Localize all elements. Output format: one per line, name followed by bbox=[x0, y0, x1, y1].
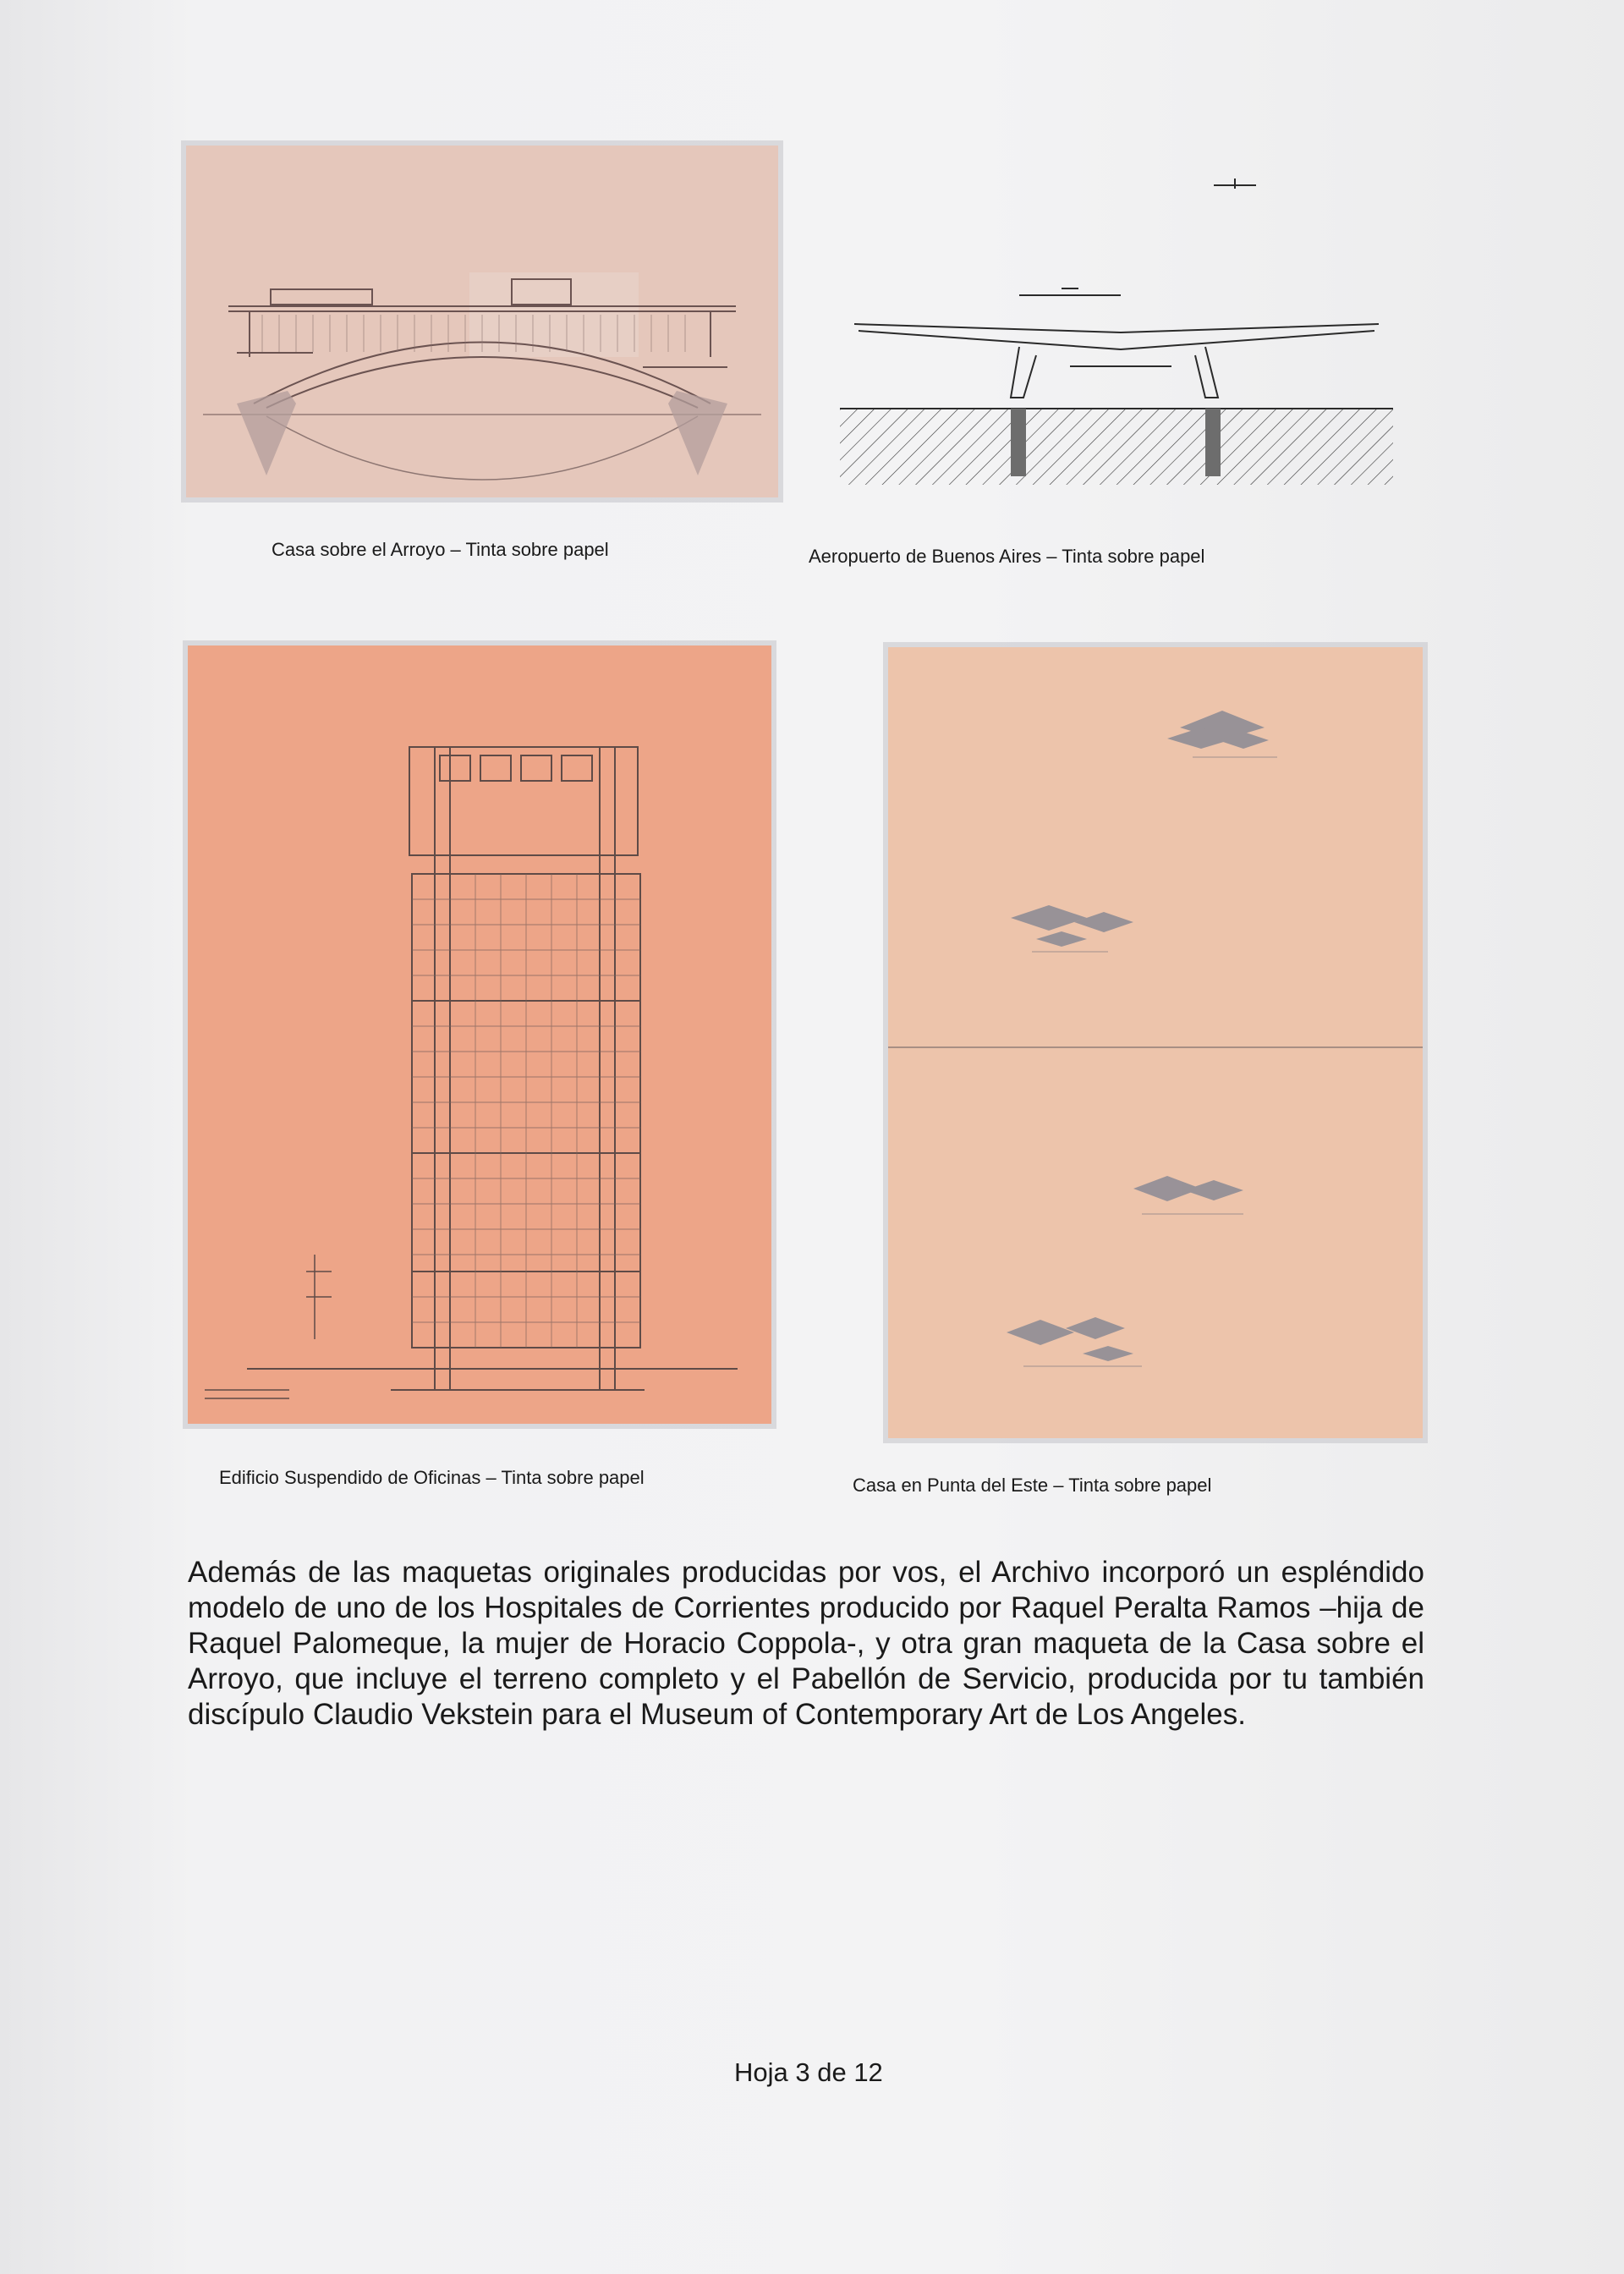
body-paragraph: Además de las maquetas originales producidas por vos, el Archivo incorporó un espléndido modelo de uno de los Hospitales de Corrientes producido por Raquel Peralta Ramos –hija de Raquel Palomeque, la mujer de Horacio Coppola-, y otra gran maqueta de la Casa sobre el Arroyo, que incluye el terreno completo y el Pabellón de Servicio, producida por tu también discípulo Claudio Vekstein para el Museum of Contemporary Art de Los Angeles. bbox=[188, 1556, 1424, 1731]
figure-aeropuerto-buenos-aires bbox=[833, 165, 1400, 486]
caption-casa-sobre-el-arroyo: Casa sobre el Arroyo – Tinta sobre papel bbox=[272, 539, 609, 560]
caption-casa-punta-del-este: Casa en Punta del Este – Tinta sobre papel bbox=[853, 1475, 1212, 1496]
figure-casa-punta-del-este bbox=[888, 647, 1423, 1438]
caption-aeropuerto-buenos-aires: Aeropuerto de Buenos Aires – Tinta sobre papel bbox=[809, 546, 1205, 567]
casa-arroyo-drawing bbox=[186, 146, 778, 497]
aeropuerto-drawing bbox=[833, 165, 1400, 486]
page-number: Hoja 3 de 12 bbox=[734, 2057, 883, 2087]
figure-edificio-suspendido bbox=[188, 645, 771, 1424]
edificio-drawing bbox=[188, 645, 771, 1424]
figure-casa-sobre-el-arroyo bbox=[186, 146, 778, 497]
punta-del-este-drawing bbox=[888, 647, 1423, 1438]
caption-edificio-suspendido: Edificio Suspendido de Oficinas – Tinta sobre papel bbox=[219, 1467, 645, 1488]
